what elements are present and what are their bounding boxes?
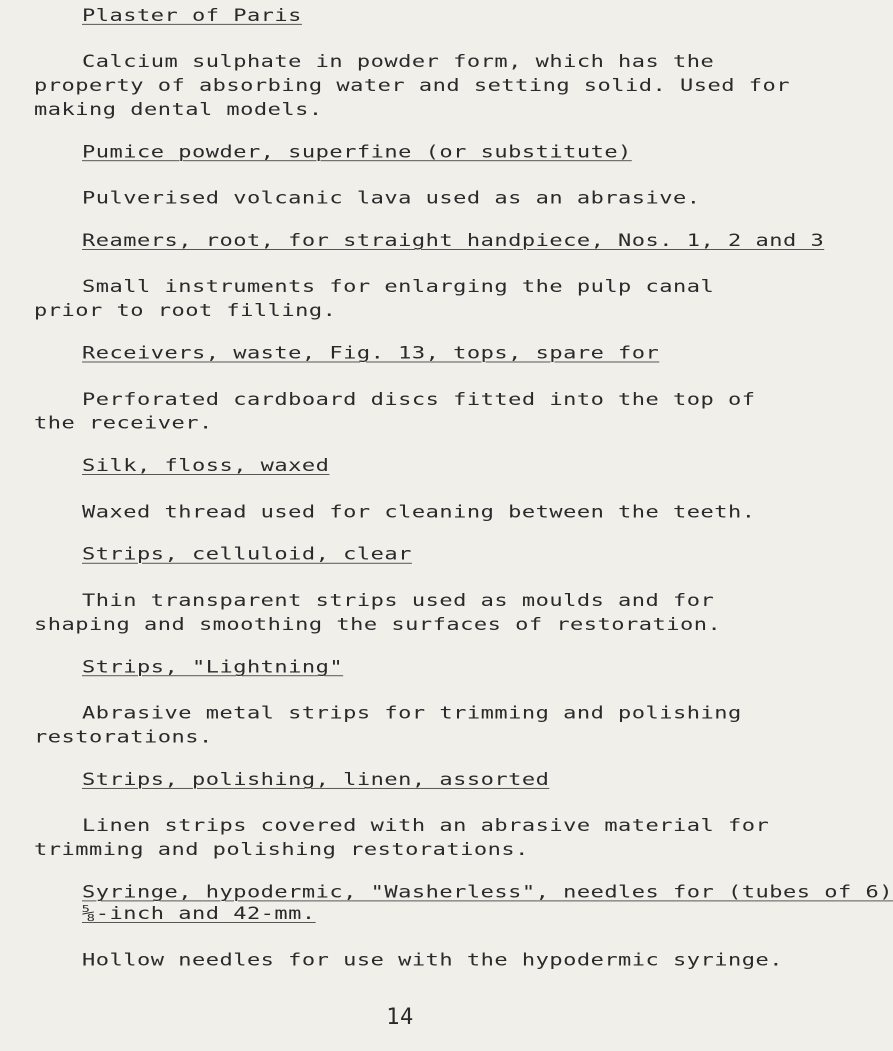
entry-heading: Plaster of Paris: [82, 6, 302, 26]
entry-description: Perforated cardboard discs fitted into the top of the receiver.: [34, 390, 756, 434]
entry-description: Waxed thread used for cleaning between the teeth.: [82, 502, 756, 522]
entry-heading: Receivers, waste, Fig. 13, tops, spare for: [82, 343, 660, 364]
entry-heading: Reamers, root, for straight handpiece, Nos. 1, 2 and 3: [82, 231, 825, 251]
entry-description: Pulverised volcanic lava used as an abrasive.: [82, 188, 701, 209]
entry-description: Linen strips covered with an abrasive material for trimming and polishing restorations.: [34, 816, 770, 860]
entry-heading: Pumice powder, superfine (or substitute): [82, 142, 632, 162]
entry-description: Calcium sulphate in powder form, which has the property of absorbing water and setting solid. Used for making dental models.: [34, 52, 790, 120]
entry-heading: Strips, celluloid, clear: [82, 545, 412, 565]
page-number: 14: [386, 1005, 414, 1030]
entry-heading: Silk, floss, waxed: [82, 456, 330, 476]
entry-heading: Strips, polishing, linen, assorted: [82, 770, 550, 790]
entry-heading: Syringe, hypodermic, "Washerless", needles for (tubes of 6): [82, 882, 893, 903]
entry-description: Thin transparent strips used as moulds and for shaping and smoothing the surfaces of restoration.: [34, 591, 722, 635]
entry-description: Abrasive metal strips for trimming and polishing restorations.: [34, 703, 742, 748]
entry-heading: Strips, "Lightning": [82, 657, 344, 677]
entry-description: Hollow needles for use with the hypodermic syringe.: [82, 950, 784, 970]
entry-heading-continued: ⅝-inch and 42-mm.: [82, 904, 316, 924]
entry-description: Small instruments for enlarging the pulp canal prior to root filling.: [34, 277, 715, 321]
